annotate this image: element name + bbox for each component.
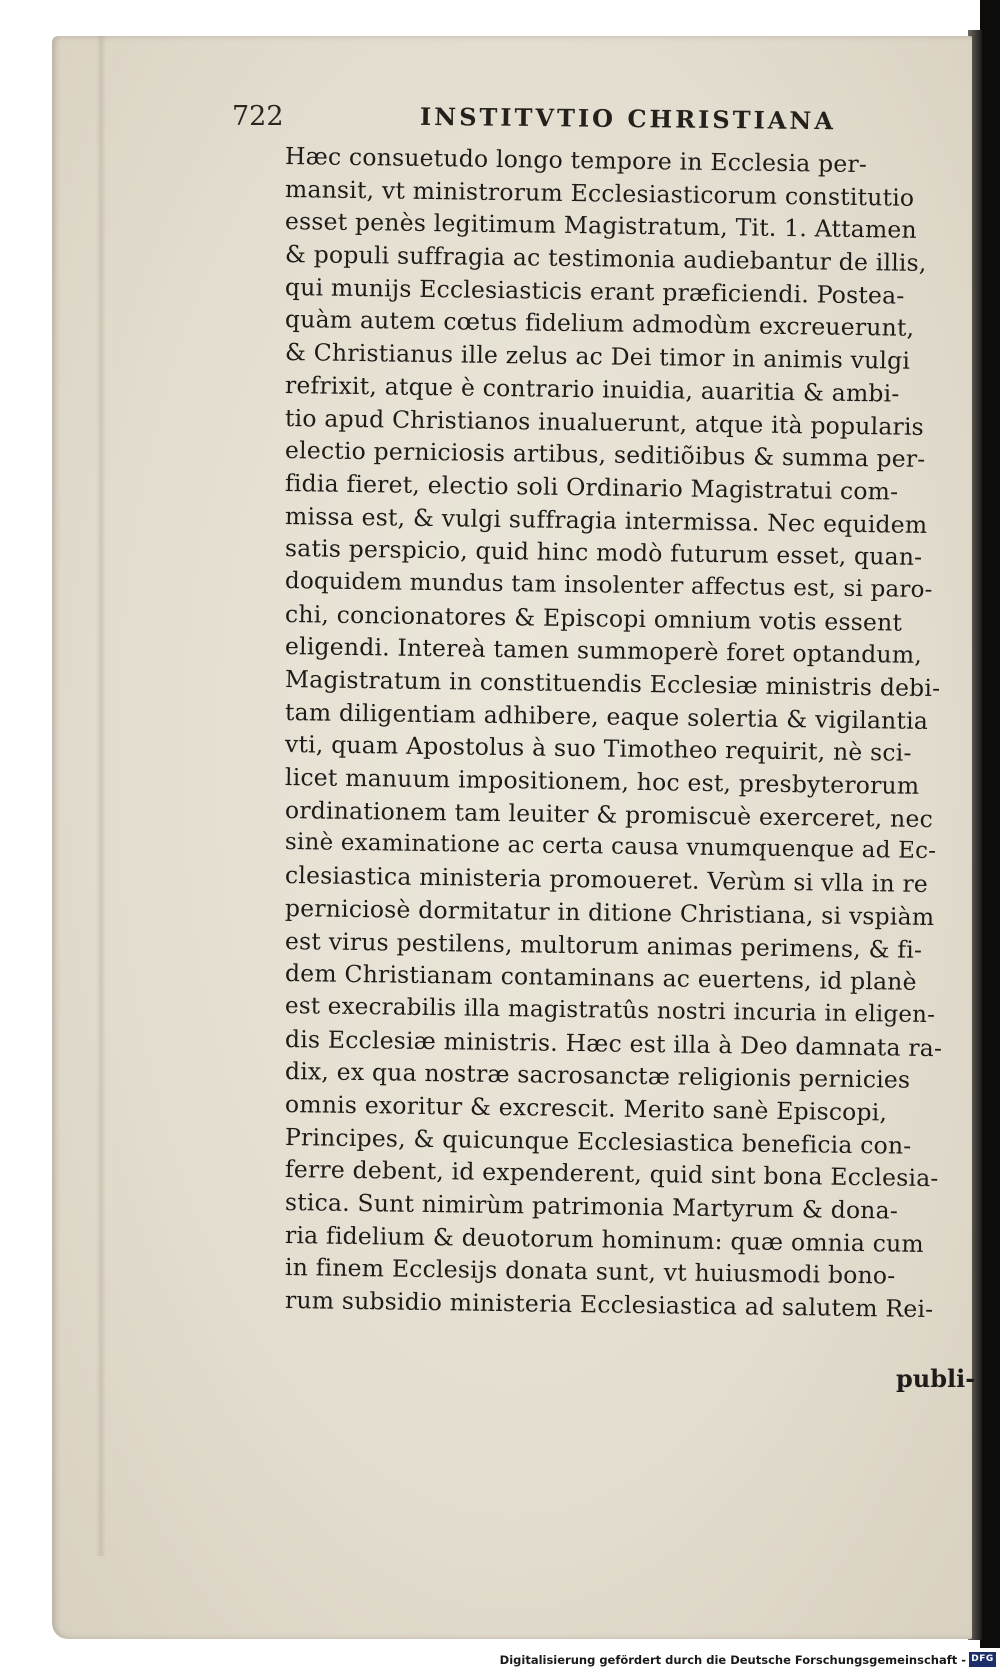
- text-line: in finem Ecclesijs donata sunt, vt huiusmodi bono-: [284, 1253, 896, 1290]
- text-line: & Christianus ille zelus ac Dei timor in animis vulgi: [284, 338, 911, 375]
- text-line: dis Ecclesiæ ministris. Hæc est illa à Deo damnata ra-: [284, 1024, 943, 1062]
- text-line: licet manuum impositionem, hoc est, presbyterorum: [284, 763, 920, 800]
- text-line: Magistratum in constituendis Ecclesiæ ministris debi-: [284, 665, 941, 703]
- text-line: chi, concionatores & Episcopi omnium votis essent: [284, 599, 903, 637]
- text-line: Hæc consuetudo longo tempore in Ecclesia per-: [284, 142, 868, 179]
- running-head: INSTITVTIO CHRISTIANA: [419, 101, 837, 136]
- text-line: fidia fieret, electio soli Ordinario Magistratui com-: [284, 468, 899, 506]
- text-line: esset penès legitimum Magistratum, Tit. 1. Attamen: [284, 207, 918, 245]
- page-fold-shadow: [96, 36, 106, 1556]
- text-line: eligendi. Intereà tamen summoperè foret optandum,: [284, 632, 923, 670]
- dfg-logo-icon: DFG: [969, 1652, 996, 1667]
- scanner-shadow: [980, 0, 1000, 1648]
- text-line: doquidem mundus tam insolenter affectus est, si paro-: [284, 567, 933, 603]
- text-line: electio perniciosis artibus, seditiõibus & summa per-: [284, 436, 926, 474]
- text-line: mansit, vt ministrorum Ecclesiasticorum constitutio: [284, 174, 915, 212]
- text-line: sinè examinatione ac certa causa vnumquenque ad Ec-: [284, 829, 937, 865]
- text-line: qui munijs Ecclesiasticis erant præficiendi. Postea-: [284, 272, 905, 310]
- text-line: vti, quam Apostolus à suo Timotheo requirit, nè sci-: [284, 730, 912, 768]
- text-line: ordinationem tam leuiter & promiscuè exerceret, nec: [284, 795, 934, 833]
- text-line: stica. Sunt nimirùm patrimonia Martyrum & dona-: [284, 1188, 899, 1225]
- text-line: est execrabilis illa magistratûs nostri incuria in eligen-: [284, 992, 936, 1028]
- catchword: publi-: [896, 1364, 976, 1393]
- text-line: clesiastica ministeria promoueret. Verùm si vlla in re: [284, 861, 929, 899]
- text-line: & populi suffragia ac testimonia audiebantur de illis,: [284, 240, 927, 278]
- text-line: ria fidelium & deuotorum hominum: quæ omnia cum: [284, 1220, 925, 1258]
- text-line: dem Christianam contaminans ac euertens, id planè: [284, 959, 917, 997]
- text-line: rum subsidio ministeria Ecclesiastica ad salutem Rei-: [284, 1286, 934, 1324]
- text-line: tio apud Christianos inualuerunt, atque ità popularis: [284, 403, 925, 441]
- text-line: missa est, & vulgi suffragia intermissa. Nec equidem: [284, 501, 928, 539]
- text-line: dix, ex qua nostræ sacrosanctæ religionis pernicies: [284, 1057, 911, 1094]
- footer-credit: Digitalisierung gefördert durch die Deutsche Forschungsgemeinschaft -: [499, 1653, 966, 1667]
- page-number: 722: [232, 101, 284, 132]
- text-line: perniciosè dormitatur in ditione Christiana, si vspiàm: [284, 893, 935, 931]
- body-text: [284, 140, 945, 1324]
- text-line: refrixit, atque è contrario inuidia, auaritia & ambi-: [284, 370, 900, 408]
- text-line: omnis exoritur & excrescit. Merito sanè Episcopi,: [284, 1089, 888, 1127]
- text-line: Principes, & quicunque Ecclesiastica beneficia con-: [284, 1122, 912, 1160]
- text-line: quàm autem cœtus fidelium admodùm excreuerunt,: [284, 305, 915, 343]
- text-line: tam diligentiam adhibere, eaque solertia & vigilantia: [284, 697, 929, 735]
- text-line: ferre debent, id expenderent, quid sint bona Ecclesia-: [284, 1155, 939, 1193]
- text-line: satis perspicio, quid hinc modò futurum esset, quan-: [284, 534, 923, 572]
- text-line: est virus pestilens, multorum animas perimens, & fi-: [284, 926, 923, 964]
